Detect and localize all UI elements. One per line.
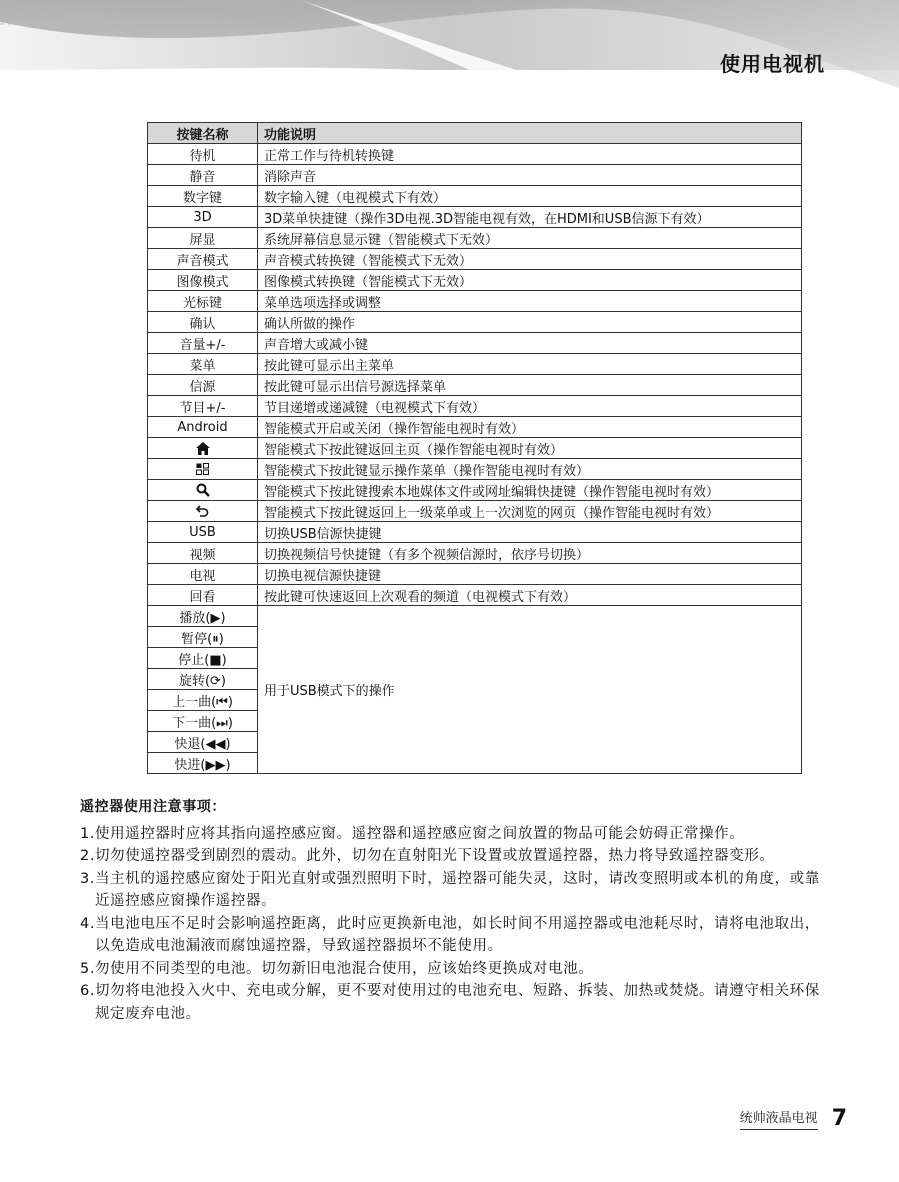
usb-key-name: 下一曲(⏭) bbox=[148, 711, 258, 732]
usb-keys-desc: 用于USB模式下的操作 bbox=[258, 606, 802, 774]
key-desc: 切换视频信号快捷键（有多个视频信源时，依序号切换） bbox=[258, 543, 802, 564]
home-icon bbox=[148, 438, 258, 459]
menu-grid-icon bbox=[148, 459, 258, 480]
table-row bbox=[148, 312, 802, 333]
key-name: 回看 bbox=[148, 585, 258, 606]
usb-key-name: 旋转(⟳) bbox=[148, 669, 258, 690]
key-name: 待机 bbox=[148, 144, 258, 165]
key-desc: 按此键可显示出信号源选择菜单 bbox=[258, 375, 802, 396]
usb-key-name: 停止(■) bbox=[148, 648, 258, 669]
table-row bbox=[148, 333, 802, 354]
table-row bbox=[148, 186, 802, 207]
table-row bbox=[148, 270, 802, 291]
key-desc: 声音增大或减小键 bbox=[258, 333, 802, 354]
note-item: 3.当主机的遥控感应窗处于阳光直射或强烈照明下时，遥控器可能失灵，这时，请改变照明或本机的角度，或靠近遥控感应窗操作遥控器。 bbox=[80, 870, 820, 909]
key-name: 屏显 bbox=[148, 228, 258, 249]
page-footer bbox=[740, 1106, 847, 1131]
key-name: 视频 bbox=[148, 543, 258, 564]
remote-keys-table bbox=[147, 122, 802, 774]
usb-key-name: 暂停(⏸) bbox=[148, 627, 258, 648]
table-row bbox=[148, 459, 802, 480]
key-name: Android bbox=[148, 417, 258, 438]
key-desc: 智能模式开启或关闭（操作智能电视时有效） bbox=[258, 417, 802, 438]
key-desc: 数字输入键（电视模式下有效） bbox=[258, 186, 802, 207]
key-desc: 切换电视信源快捷键 bbox=[258, 564, 802, 585]
key-desc: 声音模式转换键（智能模式下无效） bbox=[258, 249, 802, 270]
usb-key-name: 上一曲(⏮) bbox=[148, 690, 258, 711]
key-name: 确认 bbox=[148, 312, 258, 333]
note-item: 1.使用遥控器时应将其指向遥控感应窗。遥控器和遥控感应窗之间放置的物品可能会妨碍正常操作。 bbox=[80, 825, 745, 842]
note-item: 2.切勿使遥控器受到剧烈的震动。此外，切勿在直射阳光下设置或放置遥控器，热力将导致遥控器变形。 bbox=[80, 848, 775, 864]
key-name: 音量+/- bbox=[148, 333, 258, 354]
key-desc: 菜单选项选择或调整 bbox=[258, 291, 802, 312]
table-row bbox=[148, 501, 802, 522]
key-name: 静音 bbox=[148, 165, 258, 186]
note-item: 5.勿使用不同类型的电池。切勿新旧电池混合使用，应该始终更换成对电池。 bbox=[80, 960, 594, 977]
key-desc: 智能模式下按此键显示操作菜单（操作智能电视时有效） bbox=[258, 459, 802, 480]
key-desc: 按此键可显示出主菜单 bbox=[258, 354, 802, 375]
footer-product-label: 统帅液晶电视 bbox=[740, 1107, 818, 1130]
table-row bbox=[148, 207, 802, 228]
table-row bbox=[148, 585, 802, 606]
usb-key-name: 快退(◀◀) bbox=[148, 732, 258, 753]
key-desc: 3D菜单快捷键（操作3D电视.3D智能电视有效，在HDMI和USB信源下有效） bbox=[258, 207, 802, 228]
key-desc: 图像模式转换键（智能模式下无效） bbox=[258, 270, 802, 291]
table-header-row bbox=[148, 123, 802, 144]
key-desc: 正常工作与待机转换键 bbox=[258, 144, 802, 165]
page-number: 7 bbox=[831, 1106, 847, 1131]
key-name: 菜单 bbox=[148, 354, 258, 375]
key-desc: 消除声音 bbox=[258, 165, 802, 186]
table-row bbox=[148, 522, 802, 543]
key-desc: 按此键可快速返回上次观看的频道（电视模式下有效） bbox=[258, 585, 802, 606]
table-row bbox=[148, 354, 802, 375]
table-row bbox=[148, 249, 802, 270]
table-row bbox=[148, 144, 802, 165]
column-header-desc: 功能说明 bbox=[258, 123, 802, 144]
table-row bbox=[148, 543, 802, 564]
table-row bbox=[148, 165, 802, 186]
notes-title: 遥控器使用注意事项： bbox=[80, 799, 226, 815]
key-name: 光标键 bbox=[148, 291, 258, 312]
table-row bbox=[148, 606, 802, 627]
table-row bbox=[148, 375, 802, 396]
page-title: 使用电视机 bbox=[720, 52, 825, 76]
note-item: 4.当电池电压不足时会影响遥控距离，此时应更换新电池，如长时间不用遥控器或电池耗尽时，请将电池取出，以免造成电池漏液而腐蚀遥控器，导致遥控器损坏不能使用。 bbox=[80, 915, 820, 954]
search-icon bbox=[148, 480, 258, 501]
key-name: 电视 bbox=[148, 564, 258, 585]
table-row bbox=[148, 417, 802, 438]
key-desc: 智能模式下按此键搜索本地媒体文件或网址编辑快捷键（操作智能电视时有效） bbox=[258, 480, 802, 501]
note-item: 6.切勿将电池投入火中、充电或分解，更不要对使用过的电池充电、短路、拆装、加热或焚烧。请遵守相关环保规定废弃电池。 bbox=[80, 983, 820, 1022]
usb-key-name: 快进(▶▶) bbox=[148, 753, 258, 774]
remote-notes-section bbox=[80, 796, 820, 1025]
key-name: USB bbox=[148, 522, 258, 543]
key-name: 数字键 bbox=[148, 186, 258, 207]
table-row bbox=[148, 228, 802, 249]
usb-key-name: 播放(▶) bbox=[148, 606, 258, 627]
key-name: 声音模式 bbox=[148, 249, 258, 270]
key-desc: 系统屏幕信息显示键（智能模式下无效） bbox=[258, 228, 802, 249]
key-desc: 确认所做的操作 bbox=[258, 312, 802, 333]
table-row bbox=[148, 396, 802, 417]
key-desc: 智能模式下按此键返回上一级菜单或上一次浏览的网页（操作智能电视时有效） bbox=[258, 501, 802, 522]
key-desc: 切换USB信源快捷键 bbox=[258, 522, 802, 543]
key-desc: 节目递增或递减键（电视模式下有效） bbox=[258, 396, 802, 417]
back-icon bbox=[148, 501, 258, 522]
table-row bbox=[148, 438, 802, 459]
key-name: 3D bbox=[148, 207, 258, 228]
table-row bbox=[148, 291, 802, 312]
key-desc: 智能模式下按此键返回主页（操作智能电视时有效） bbox=[258, 438, 802, 459]
table-row bbox=[148, 480, 802, 501]
table-row bbox=[148, 564, 802, 585]
key-name: 图像模式 bbox=[148, 270, 258, 291]
key-name: 节目+/- bbox=[148, 396, 258, 417]
key-name: 信源 bbox=[148, 375, 258, 396]
column-header-key: 按键名称 bbox=[148, 123, 258, 144]
